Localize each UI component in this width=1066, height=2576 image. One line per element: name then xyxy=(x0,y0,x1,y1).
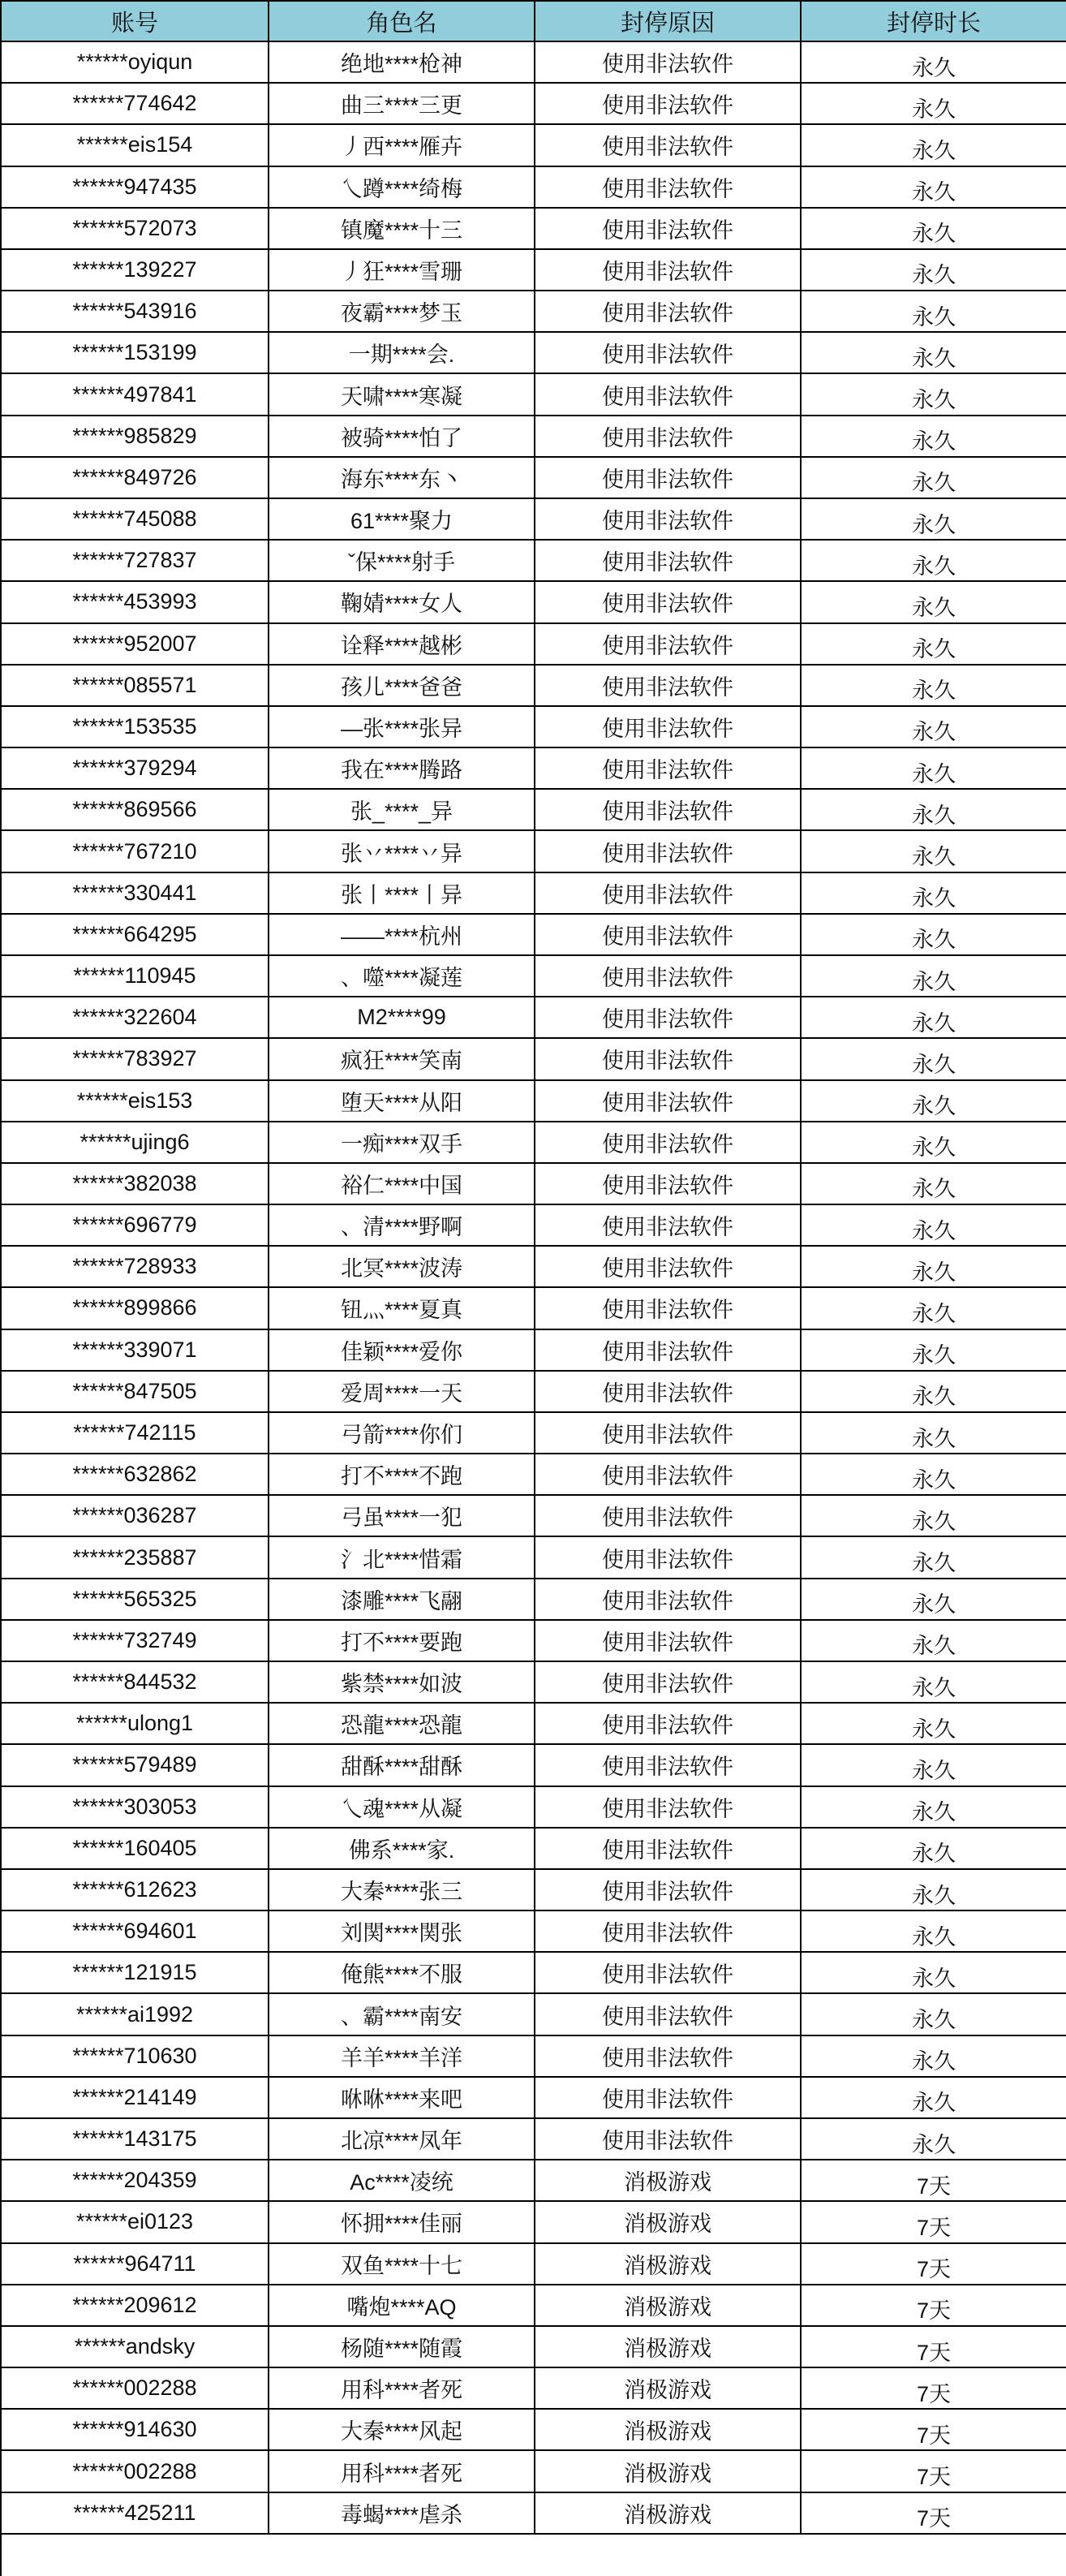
cell-ban-duration: 永久 xyxy=(802,2119,1066,2160)
cell-ban-duration: 永久 xyxy=(802,1953,1066,1994)
cell-ban-reason: 使用非法软件 xyxy=(535,2119,802,2160)
cell-role-name: 我在****腾路 xyxy=(269,748,535,790)
cell-account: ******565325 xyxy=(2,1579,269,1621)
cell-account: ******ei0123 xyxy=(2,2202,269,2243)
cell-account: ******694601 xyxy=(2,1911,269,1953)
cell-role-name: 乀蹲****绮梅 xyxy=(269,167,535,209)
cell-account: ******964711 xyxy=(2,2244,269,2285)
cell-ban-reason: 使用非法软件 xyxy=(535,458,802,499)
cell-ban-reason: 消极游戏 xyxy=(535,2244,802,2285)
cell-ban-reason: 使用非法软件 xyxy=(535,1247,802,1288)
cell-ban-reason: 使用非法软件 xyxy=(535,1579,802,1621)
cell-ban-reason: 使用非法软件 xyxy=(535,125,802,166)
cell-account: ******002288 xyxy=(2,2451,269,2492)
cell-account: ******632862 xyxy=(2,1454,269,1496)
cell-role-name: 裕仁****中国 xyxy=(269,1164,535,1205)
cell-ban-reason: 使用非法软件 xyxy=(535,1205,802,1247)
cell-role-name: 疯狂****笑南 xyxy=(269,1039,535,1080)
cell-ban-duration: 永久 xyxy=(802,1911,1066,1953)
cell-account: ******382038 xyxy=(2,1164,269,1205)
cell-ban-reason: 使用非法软件 xyxy=(535,1288,802,1329)
header-role-name: 角色名 xyxy=(269,2,535,42)
cell-role-name: 大秦****风起 xyxy=(269,2410,535,2451)
cell-ban-reason: 使用非法软件 xyxy=(535,374,802,416)
cell-ban-reason: 使用非法软件 xyxy=(535,291,802,333)
cell-ban-reason: 使用非法软件 xyxy=(535,333,802,374)
cell-account: ******160405 xyxy=(2,1829,269,1870)
cell-role-name: 诠释****越彬 xyxy=(269,624,535,666)
cell-ban-reason: 使用非法软件 xyxy=(535,499,802,541)
cell-ban-duration: 永久 xyxy=(802,1454,1066,1496)
cell-ban-duration: 永久 xyxy=(802,1537,1066,1579)
cell-account: ******497841 xyxy=(2,374,269,416)
cell-ban-reason: 使用非法软件 xyxy=(535,1870,802,1911)
cell-role-name: 、霸****南安 xyxy=(269,1994,535,2035)
cell-ban-reason: 使用非法软件 xyxy=(535,209,802,250)
cell-ban-reason: 使用非法软件 xyxy=(535,1039,802,1080)
cell-ban-reason: 使用非法软件 xyxy=(535,2078,802,2119)
cell-role-name: 漆雕****飞翮 xyxy=(269,1579,535,1621)
cell-account: ******002288 xyxy=(2,2368,269,2410)
cell-ban-duration: 7天 xyxy=(802,2202,1066,2243)
cell-role-name: 乀魂****从凝 xyxy=(269,1787,535,1829)
cell-ban-reason: 使用非法软件 xyxy=(535,1994,802,2035)
cell-ban-reason: 使用非法软件 xyxy=(535,1953,802,1994)
cell-ban-duration: 永久 xyxy=(802,1787,1066,1829)
cell-role-name: ——****杭州 xyxy=(269,915,535,956)
cell-account: ******952007 xyxy=(2,624,269,666)
cell-account: ******914630 xyxy=(2,2410,269,2451)
cell-role-name: 杨随****随霞 xyxy=(269,2327,535,2368)
cell-role-name: 一期****会. xyxy=(269,333,535,374)
cell-ban-duration: 永久 xyxy=(802,1247,1066,1288)
cell-role-name: 打不****不跑 xyxy=(269,1454,535,1496)
cell-account: ******947435 xyxy=(2,167,269,209)
cell-account: ******710630 xyxy=(2,2036,269,2078)
cell-account: ******153535 xyxy=(2,707,269,748)
cell-ban-duration: 永久 xyxy=(802,2036,1066,2078)
cell-ban-reason: 使用非法软件 xyxy=(535,1122,802,1164)
cell-ban-reason: 使用非法软件 xyxy=(535,1372,802,1413)
cell-role-name: 丿狂****雪珊 xyxy=(269,250,535,291)
cell-account: ******664295 xyxy=(2,915,269,956)
cell-role-name: 佳颖****爱你 xyxy=(269,1330,535,1372)
cell-ban-duration: 永久 xyxy=(802,997,1066,1039)
cell-account: ******143175 xyxy=(2,2119,269,2160)
cell-ban-duration: 永久 xyxy=(802,374,1066,416)
cell-account: ******612623 xyxy=(2,1870,269,1911)
cell-ban-duration: 永久 xyxy=(802,499,1066,541)
cell-ban-reason: 使用非法软件 xyxy=(535,1787,802,1829)
cell-account: ******235887 xyxy=(2,1537,269,1579)
cell-ban-duration: 7天 xyxy=(802,2493,1066,2535)
header-account: 账号 xyxy=(2,2,269,42)
cell-role-name: 紫禁****如波 xyxy=(269,1662,535,1704)
cell-account: ******869566 xyxy=(2,790,269,831)
cell-role-name: 大秦****张三 xyxy=(269,1870,535,1911)
cell-ban-reason: 消极游戏 xyxy=(535,2451,802,2492)
cell-role-name: —张****张异 xyxy=(269,707,535,748)
cell-ban-reason: 使用非法软件 xyxy=(535,1621,802,1662)
cell-ban-reason: 使用非法软件 xyxy=(535,666,802,707)
cell-ban-reason: 使用非法软件 xyxy=(535,84,802,125)
cell-role-name: 被骑****怕了 xyxy=(269,416,535,458)
cell-ban-duration: 永久 xyxy=(802,1413,1066,1454)
cell-ban-reason: 使用非法软件 xyxy=(535,624,802,666)
cell-ban-duration: 7天 xyxy=(802,2368,1066,2410)
cell-account: ******330441 xyxy=(2,873,269,915)
cell-account: ******783927 xyxy=(2,1039,269,1080)
cell-ban-duration: 永久 xyxy=(802,831,1066,872)
cell-role-name: 、噬****凝莲 xyxy=(269,956,535,997)
cell-role-name: 海东****东丶 xyxy=(269,458,535,499)
cell-account: ******303053 xyxy=(2,1787,269,1829)
cell-ban-duration: 永久 xyxy=(802,1205,1066,1247)
cell-role-name: 、清****野啊 xyxy=(269,1205,535,1247)
cell-ban-reason: 使用非法软件 xyxy=(535,1745,802,1786)
cell-ban-duration: 永久 xyxy=(802,1579,1066,1621)
cell-role-name: 61****聚力 xyxy=(269,499,535,541)
cell-ban-reason: 使用非法软件 xyxy=(535,748,802,790)
cell-account: ******728933 xyxy=(2,1247,269,1288)
cell-ban-duration: 永久 xyxy=(802,1829,1066,1870)
cell-account: ******eis154 xyxy=(2,125,269,166)
cell-account: ******andsky xyxy=(2,2327,269,2368)
cell-account: ******139227 xyxy=(2,250,269,291)
cell-ban-duration: 永久 xyxy=(802,42,1066,84)
cell-account: ******727837 xyxy=(2,541,269,582)
cell-ban-reason: 使用非法软件 xyxy=(535,707,802,748)
cell-ban-duration: 永久 xyxy=(802,1704,1066,1745)
cell-ban-duration: 7天 xyxy=(802,2451,1066,2492)
cell-role-name: 爱周****一天 xyxy=(269,1372,535,1413)
cell-ban-duration: 永久 xyxy=(802,125,1066,166)
cell-ban-duration: 7天 xyxy=(802,2327,1066,2368)
cell-ban-reason: 使用非法软件 xyxy=(535,1911,802,1953)
cell-account: ******696779 xyxy=(2,1205,269,1247)
cell-ban-duration: 7天 xyxy=(802,2285,1066,2327)
cell-role-name: 北冥****波涛 xyxy=(269,1247,535,1288)
cell-ban-reason: 使用非法软件 xyxy=(535,42,802,84)
cell-role-name: 甜酥****甜酥 xyxy=(269,1745,535,1786)
cell-account: ******ulong1 xyxy=(2,1704,269,1745)
cell-role-name: 恐龍****恐龍 xyxy=(269,1704,535,1745)
cell-account: ******oyiqun xyxy=(2,42,269,84)
cell-ban-duration: 永久 xyxy=(802,1745,1066,1786)
cell-role-name: 曲三****三更 xyxy=(269,84,535,125)
cell-ban-duration: 永久 xyxy=(802,1330,1066,1372)
cell-account: ******036287 xyxy=(2,1496,269,1537)
cell-role-name: 弓箭****你们 xyxy=(269,1413,535,1454)
header-ban-reason: 封停原因 xyxy=(535,2,802,42)
cell-ban-reason: 使用非法软件 xyxy=(535,2036,802,2078)
cell-account: ******eis153 xyxy=(2,1081,269,1122)
cell-ban-reason: 使用非法软件 xyxy=(535,1496,802,1537)
cell-ban-duration: 永久 xyxy=(802,333,1066,374)
cell-ban-reason: 消极游戏 xyxy=(535,2202,802,2243)
cell-account: ******899866 xyxy=(2,1288,269,1329)
cell-ban-duration: 永久 xyxy=(802,2078,1066,2119)
cell-ban-duration: 永久 xyxy=(802,167,1066,209)
cell-ban-reason: 使用非法软件 xyxy=(535,1829,802,1870)
cell-role-name: 天啸****寒凝 xyxy=(269,374,535,416)
cell-role-name: 镇魔****十三 xyxy=(269,209,535,250)
cell-ban-duration: 永久 xyxy=(802,1372,1066,1413)
cell-role-name: 一痴****双手 xyxy=(269,1122,535,1164)
cell-ban-reason: 消极游戏 xyxy=(535,2493,802,2535)
cell-role-name: 张丨****丨异 xyxy=(269,873,535,915)
cell-ban-reason: 使用非法软件 xyxy=(535,790,802,831)
cell-ban-duration: 永久 xyxy=(802,915,1066,956)
cell-ban-duration: 永久 xyxy=(802,84,1066,125)
cell-role-name: 羊羊****羊洋 xyxy=(269,2036,535,2078)
cell-role-name: 毒蝎****虐杀 xyxy=(269,2493,535,2535)
cell-role-name: 咻咻****来吧 xyxy=(269,2078,535,2119)
cell-ban-duration: 永久 xyxy=(802,541,1066,582)
cell-ban-reason: 使用非法软件 xyxy=(535,1413,802,1454)
cell-ban-reason: 消极游戏 xyxy=(535,2285,802,2327)
cell-ban-duration: 7天 xyxy=(802,2410,1066,2451)
cell-ban-reason: 消极游戏 xyxy=(535,2368,802,2410)
cell-account: ******732749 xyxy=(2,1621,269,1662)
cell-account: ******767210 xyxy=(2,831,269,872)
cell-account: ******085571 xyxy=(2,666,269,707)
cell-account: ******121915 xyxy=(2,1953,269,1994)
cell-ban-reason: 使用非法软件 xyxy=(535,831,802,872)
cell-ban-duration: 7天 xyxy=(802,2244,1066,2285)
cell-role-name: 堕天****从阳 xyxy=(269,1081,535,1122)
cell-role-name: 丿西****雁卉 xyxy=(269,125,535,166)
cell-ban-reason: 使用非法软件 xyxy=(535,1537,802,1579)
cell-ban-duration: 永久 xyxy=(802,458,1066,499)
cell-ban-duration: 永久 xyxy=(802,873,1066,915)
cell-ban-duration: 永久 xyxy=(802,1994,1066,2035)
cell-ban-duration: 永久 xyxy=(802,666,1066,707)
cell-ban-reason: 消极游戏 xyxy=(535,2410,802,2451)
cell-role-name: M2****99 xyxy=(269,997,535,1039)
cell-ban-duration: 永久 xyxy=(802,1081,1066,1122)
cell-role-name: 孩儿****爸爸 xyxy=(269,666,535,707)
cell-ban-reason: 使用非法软件 xyxy=(535,167,802,209)
cell-role-name: 夜霸****梦玉 xyxy=(269,291,535,333)
cell-ban-duration: 永久 xyxy=(802,250,1066,291)
cell-role-name: 刘関****関张 xyxy=(269,1911,535,1953)
cell-ban-duration: 永久 xyxy=(802,624,1066,666)
cell-role-name: 张丷****丷异 xyxy=(269,831,535,872)
cell-role-name: 张_****_异 xyxy=(269,790,535,831)
cell-account: ******849726 xyxy=(2,458,269,499)
cell-ban-reason: 使用非法软件 xyxy=(535,997,802,1039)
cell-ban-reason: 使用非法软件 xyxy=(535,582,802,623)
cell-account: ******453993 xyxy=(2,582,269,623)
cell-account: ******379294 xyxy=(2,748,269,790)
cell-ban-duration: 永久 xyxy=(802,1621,1066,1662)
cell-role-name: ˇ保****射手 xyxy=(269,541,535,582)
cell-role-name: 打不****要跑 xyxy=(269,1621,535,1662)
cell-role-name: 俺熊****不服 xyxy=(269,1953,535,1994)
cell-role-name: 弓虽****一犯 xyxy=(269,1496,535,1537)
cell-account: ******742115 xyxy=(2,1413,269,1454)
cell-account: ******214149 xyxy=(2,2078,269,2119)
cell-ban-reason: 使用非法软件 xyxy=(535,1081,802,1122)
cell-ban-reason: 使用非法软件 xyxy=(535,1164,802,1205)
cell-account: ******ai1992 xyxy=(2,1994,269,2035)
cell-account: ******745088 xyxy=(2,499,269,541)
cell-account: ******153199 xyxy=(2,333,269,374)
cell-ban-duration: 永久 xyxy=(802,1122,1066,1164)
cell-role-name: 鞠婧****女人 xyxy=(269,582,535,623)
cell-role-name: 用科****者死 xyxy=(269,2368,535,2410)
cell-ban-reason: 使用非法软件 xyxy=(535,1704,802,1745)
cell-ban-duration: 永久 xyxy=(802,1164,1066,1205)
cell-ban-reason: 使用非法软件 xyxy=(535,1330,802,1372)
cell-role-name: 钮灬****夏真 xyxy=(269,1288,535,1329)
cell-ban-duration: 永久 xyxy=(802,1288,1066,1329)
cell-ban-duration: 永久 xyxy=(802,1496,1066,1537)
cell-account: ******572073 xyxy=(2,209,269,250)
cell-ban-reason: 使用非法软件 xyxy=(535,956,802,997)
cell-account: ******209612 xyxy=(2,2285,269,2327)
cell-ban-reason: 消极游戏 xyxy=(535,2327,802,2368)
cell-account: ******204359 xyxy=(2,2160,269,2202)
cell-role-name: 佛系****家. xyxy=(269,1829,535,1870)
cell-account: ******985829 xyxy=(2,416,269,458)
cell-role-name: 氵北****惜霜 xyxy=(269,1537,535,1579)
cell-account: ******ujing6 xyxy=(2,1122,269,1164)
cell-ban-reason: 使用非法软件 xyxy=(535,915,802,956)
cell-role-name: 用科****者死 xyxy=(269,2451,535,2492)
cell-role-name: 双鱼****十七 xyxy=(269,2244,535,2285)
header-ban-duration: 封停时长 xyxy=(802,2,1066,42)
cell-ban-duration: 永久 xyxy=(802,707,1066,748)
cell-ban-duration: 永久 xyxy=(802,790,1066,831)
cell-account: ******543916 xyxy=(2,291,269,333)
cell-account: ******847505 xyxy=(2,1372,269,1413)
cell-ban-reason: 使用非法软件 xyxy=(535,541,802,582)
cell-ban-duration: 永久 xyxy=(802,748,1066,790)
cell-role-name: 绝地****枪神 xyxy=(269,42,535,84)
cell-ban-duration: 永久 xyxy=(802,1039,1066,1080)
cell-ban-duration: 永久 xyxy=(802,1870,1066,1911)
cell-ban-reason: 使用非法软件 xyxy=(535,873,802,915)
cell-ban-duration: 永久 xyxy=(802,209,1066,250)
cell-role-name: Ac****凌统 xyxy=(269,2160,535,2202)
cell-ban-reason: 使用非法软件 xyxy=(535,416,802,458)
cell-account: ******110945 xyxy=(2,956,269,997)
cell-account: ******774642 xyxy=(2,84,269,125)
cell-ban-duration: 永久 xyxy=(802,956,1066,997)
cell-account: ******579489 xyxy=(2,1745,269,1786)
cell-ban-reason: 消极游戏 xyxy=(535,2160,802,2202)
cell-role-name: 嘴炮****AQ xyxy=(269,2285,535,2327)
cell-ban-reason: 使用非法软件 xyxy=(535,1662,802,1704)
cell-account: ******844532 xyxy=(2,1662,269,1704)
cell-ban-duration: 永久 xyxy=(802,1662,1066,1704)
cell-role-name: 怀拥****佳丽 xyxy=(269,2202,535,2243)
cell-account: ******322604 xyxy=(2,997,269,1039)
cell-ban-duration: 7天 xyxy=(802,2160,1066,2202)
cell-ban-reason: 使用非法软件 xyxy=(535,1454,802,1496)
cell-ban-duration: 永久 xyxy=(802,582,1066,623)
cell-ban-duration: 永久 xyxy=(802,416,1066,458)
cell-account: ******339071 xyxy=(2,1330,269,1372)
cell-ban-reason: 使用非法软件 xyxy=(535,250,802,291)
cell-account: ******425211 xyxy=(2,2493,269,2535)
cell-ban-duration: 永久 xyxy=(802,291,1066,333)
cell-role-name: 北凉****凤年 xyxy=(269,2119,535,2160)
